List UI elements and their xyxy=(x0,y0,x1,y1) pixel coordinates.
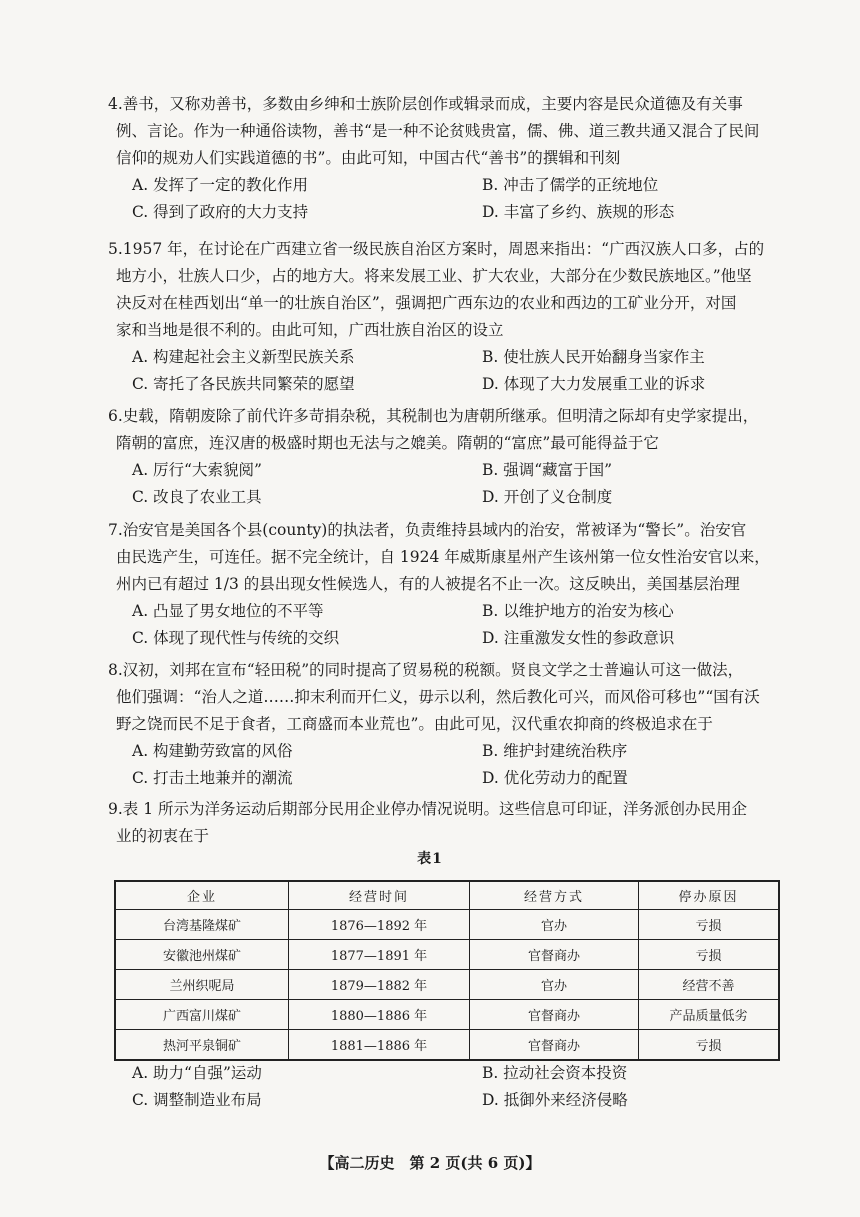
table-cell: 1876—1892 年 xyxy=(289,910,470,940)
table-header-row xyxy=(115,881,779,910)
table-cell: 热河平泉铜矿 xyxy=(115,1030,289,1061)
question-text-line: 例、言论。作为一种通俗读物，善书“是一种不论贫贱贵富，儒、佛、道三教共通又混合了民间 xyxy=(116,122,760,140)
option-d[interactable]: D. 注重激发女性的参政意识 xyxy=(482,629,675,647)
option-a[interactable]: A. 构建起社会主义新型民族关系 xyxy=(132,348,355,366)
question-6 xyxy=(108,403,836,506)
column-header: 企业 xyxy=(115,881,289,910)
table-cell: 经营不善 xyxy=(639,970,780,1000)
option-b[interactable]: B. 拉动社会资本投资 xyxy=(482,1064,628,1082)
question-7 xyxy=(108,517,836,647)
table-cell: 官办 xyxy=(470,970,639,1000)
question-4 xyxy=(108,91,836,221)
option-c[interactable]: C. 寄托了各民族共同繁荣的愿望 xyxy=(132,375,355,393)
table-row xyxy=(115,1000,779,1030)
question-text-line: 隋朝的富庶，连汉唐的极盛时期也无法与之媲美。隋朝的“富庶”最可能得益于它 xyxy=(116,434,659,452)
enterprise-table xyxy=(114,880,780,1061)
table-cell: 亏损 xyxy=(639,1030,780,1061)
option-b[interactable]: B. 维护封建统治秩序 xyxy=(482,742,628,760)
question-text-line: 州内已有超过 1/3 的县出现女性候选人，有的人被提名不止一次。这反映出，美国基层治理 xyxy=(116,575,740,593)
table-row xyxy=(115,1030,779,1061)
option-d[interactable]: D. 体现了大力发展重工业的诉求 xyxy=(482,375,706,393)
question-text-line: 6.史载，隋朝废除了前代许多苛捐杂税，其税制也为唐朝所继承。但明清之际却有史学家提出， xyxy=(108,407,759,425)
option-c[interactable]: C. 体现了现代性与传统的交织 xyxy=(132,629,340,647)
table-cell: 官督商办 xyxy=(470,1030,639,1061)
option-c[interactable]: C. 调整制造业布局 xyxy=(132,1091,262,1109)
table-cell: 官办 xyxy=(470,910,639,940)
column-header: 停办原因 xyxy=(639,881,780,910)
table-cell: 广西富川煤矿 xyxy=(115,1000,289,1030)
option-c[interactable]: C. 改良了农业工具 xyxy=(132,488,262,506)
table-cell: 亏损 xyxy=(639,910,780,940)
question-text-line: 野之饶而民不足于食者，工商盛而本业荒也”。由此可见，汉代重农抑商的终极追求在于 xyxy=(116,715,713,733)
question-text-line: 他们强调：“治人之道……抑末利而开仁义，毋示以利，然后教化可兴，而风俗可移也”“国有沃 xyxy=(116,688,760,706)
column-header: 经营方式 xyxy=(470,881,639,910)
option-a[interactable]: A. 凸显了男女地位的不平等 xyxy=(132,602,324,620)
question-text-line: 9.表 1 所示为洋务运动后期部分民用企业停办情况说明。这些信息可印证，洋务派创办民用企 xyxy=(108,800,748,818)
question-text-line: 7.治安官是美国各个县(county)的执法者，负责维持县域内的治安，常被译为“警长”。治安官 xyxy=(108,521,747,539)
question-text-line: 5.1957 年，在讨论在广西建立省一级民族自治区方案时，周恩来指出：“广西汉族人口多，占的 xyxy=(108,240,765,258)
question-8 xyxy=(108,657,836,787)
page-footer: 【高二历史 第 2 页(共 6 页)】 xyxy=(319,1154,541,1172)
question-text-line: 4.善书，又称劝善书，多数由乡绅和士族阶层创作或辑录而成，主要内容是民众道德及有关事 xyxy=(108,95,743,113)
table-cell: 安徽池州煤矿 xyxy=(115,940,289,970)
option-c[interactable]: C. 打击土地兼并的潮流 xyxy=(132,769,293,787)
option-a[interactable]: A. 发挥了一定的教化作用 xyxy=(132,176,309,194)
table-cell: 1880—1886 年 xyxy=(289,1000,470,1030)
option-b[interactable]: B. 强调“藏富于国” xyxy=(482,461,613,479)
option-d[interactable]: D. 丰富了乡约、族规的形态 xyxy=(482,203,675,221)
question-9 xyxy=(108,796,836,850)
table-cell: 台湾基隆煤矿 xyxy=(115,910,289,940)
question-text-line: 信仰的规劝人们实践道德的书”。由此可知，中国古代“善书”的撰辑和刊刻 xyxy=(116,149,621,167)
question-text-line: 地方小，壮族人口少，占的地方大。将来发展工业、扩大农业，大部分在少数民族地区。”他坚 xyxy=(116,267,752,285)
table-cell: 1877—1891 年 xyxy=(289,940,470,970)
table-row xyxy=(115,970,779,1000)
option-b[interactable]: B. 使壮族人民开始翻身当家作主 xyxy=(482,348,705,366)
question-text-line: 由民选产生，可连任。据不完全统计，自 1924 年威斯康星州产生该州第一位女性治安官以来， xyxy=(116,548,770,566)
option-c[interactable]: C. 得到了政府的大力支持 xyxy=(132,203,309,221)
question-text-line: 家和当地是很不利的。由此可知，广西壮族自治区的设立 xyxy=(116,321,504,339)
question-text-line: 8.汉初，刘邦在宣布“轻田税”的同时提高了贸易税的税额。贤良文学之士普遍认可这一做法， xyxy=(108,661,744,679)
option-b[interactable]: B. 冲击了儒学的正统地位 xyxy=(482,176,659,194)
column-header: 经营时间 xyxy=(289,881,470,910)
option-d[interactable]: D. 优化劳动力的配置 xyxy=(482,769,628,787)
option-a[interactable]: A. 助力“自强”运动 xyxy=(132,1064,262,1082)
table-cell: 1879—1882 年 xyxy=(289,970,470,1000)
question-text-line: 决反对在桂西划出“单一的壮族自治区”，强调把广西东边的农业和西边的工矿业分开，对国 xyxy=(116,294,737,312)
table-cell: 1881—1886 年 xyxy=(289,1030,470,1061)
option-a[interactable]: A. 厉行“大索貌阅” xyxy=(132,461,262,479)
table-cell: 兰州织呢局 xyxy=(115,970,289,1000)
option-d[interactable]: D. 抵御外来经济侵略 xyxy=(482,1091,628,1109)
table-caption: 表1 xyxy=(417,851,443,867)
question-text-line: 业的初衷在于 xyxy=(116,827,210,845)
question-5 xyxy=(108,236,836,393)
option-b[interactable]: B. 以维护地方的治安为核心 xyxy=(482,602,674,620)
option-a[interactable]: A. 构建勤劳致富的风俗 xyxy=(132,742,293,760)
table-cell: 亏损 xyxy=(639,940,780,970)
table-cell: 产品质量低劣 xyxy=(639,1000,780,1030)
table-cell: 官督商办 xyxy=(470,940,639,970)
option-d[interactable]: D. 开创了义仓制度 xyxy=(482,488,613,506)
table-cell: 官督商办 xyxy=(470,1000,639,1030)
table-row xyxy=(115,940,779,970)
table-row xyxy=(115,910,779,940)
